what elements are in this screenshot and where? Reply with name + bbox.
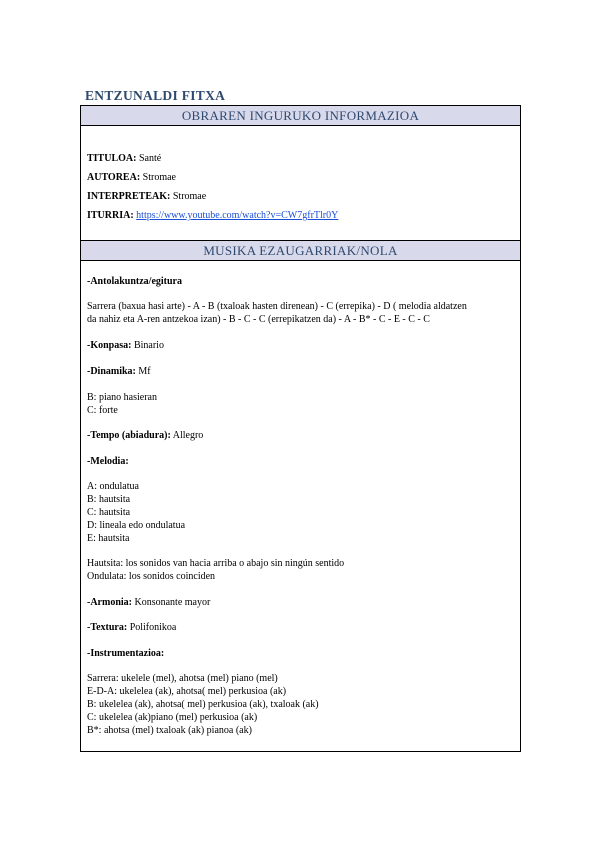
performer-field [87,190,206,203]
music-section-header: MUSIKA EZAUGARRIAK/NOLA [81,241,520,261]
texture-label: -Textura: [87,622,128,633]
melody-item-a: A: ondulatua [87,481,139,492]
structure-line-2: da nahiz eta A-ren antzekoa izan) - B - C - C (errepikatzen da) - A - B* - C - E - C - C [87,314,430,325]
dynamics-b: B: piano hasieran [87,392,157,403]
melody-item-c: C: hautsita [87,507,131,518]
title-field [87,152,161,165]
texture-field [87,621,176,634]
texture-value: Polifonikoa [127,622,177,633]
dynamics-field [87,365,151,378]
source-link[interactable]: https://www.youtube.com/watch?v=CW7gfrTlr0Y [136,210,339,221]
meter-value: Binario [131,340,164,351]
structure-line-1: Sarrera (baxua hasi arte) - A - B (txaloak hasten direnean) - C (errepika) - D ( melodia aldatzen [87,301,467,312]
instrumentation-item: B: ukelelea (ak), ahotsa( mel) perkusioa (ak), txaloak (ak) [87,699,319,710]
instrumentation-item: B*: ahotsa (mel) txaloak (ak) pianoa (ak) [87,725,252,736]
dynamics-c: C: forte [87,405,118,416]
melody-label: -Melodia: [87,456,129,467]
tempo-field [87,429,203,442]
structure-label: -Antolakuntza/egitura [87,276,182,287]
music-table [80,240,521,752]
performer-value: Stromae [170,191,207,202]
harmony-value: Konsonante mayor [132,597,211,608]
info-section-header: OBRAREN INGURUKO INFORMAZIOA [81,106,520,126]
source-label: ITURRIA: [87,210,134,221]
performer-label: INTERPRETEAK: [87,191,171,202]
harmony-label: -Armonia: [87,597,132,608]
tempo-label: -Tempo (abiadura): [87,430,171,441]
hautsita-note: Hautsita: los sonidos van hacia arriba o abajo sin ningún sentido [87,558,345,569]
melody-item-b: B: hautsita [87,494,131,505]
melody-item-e: E: hautsita [87,533,130,544]
instrumentation-label: -Instrumentazioa: [87,648,165,659]
harmony-field [87,596,210,609]
tempo-value: Allegro [170,430,204,441]
author-field [87,171,176,184]
meter-field [87,339,164,352]
source-field [87,209,338,222]
document-title: ENTZUNALDI FITXA [85,88,226,103]
instrumentation-item: C: ukelelea (ak)piano (mel) perkusioa (ak) [87,712,258,723]
instrumentation-item: E-D-A: ukelelea (ak), ahotsa( mel) perkusioa (ak) [87,686,287,697]
info-table [80,105,521,241]
dynamics-value: Mf [135,366,151,377]
dynamics-label: -Dinamika: [87,366,136,377]
author-label: AUTOREA: [87,172,141,183]
meter-label: -Konpasa: [87,340,132,351]
instrumentation-item: Sarrera: ukelele (mel), ahotsa (mel) piano (mel) [87,673,278,684]
melody-item-d: D: lineala edo ondulatua [87,520,186,531]
title-value: Santé [136,153,162,164]
ondulata-note: Ondulata: los sonidos coinciden [87,571,216,582]
author-value: Stromae [140,172,176,183]
title-label: TITULOA: [87,153,137,164]
